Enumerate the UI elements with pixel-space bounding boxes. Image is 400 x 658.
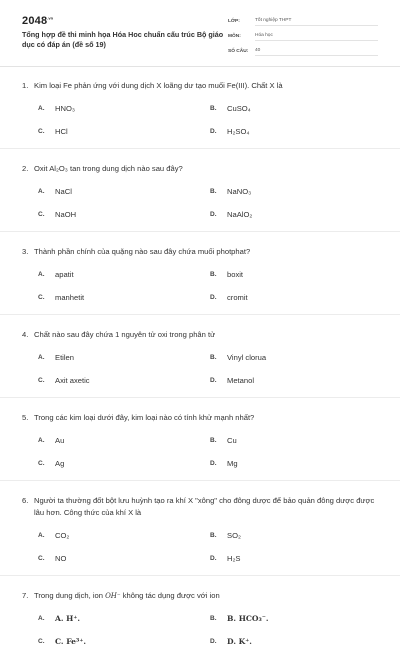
option-letter: C. [38,128,45,135]
option-text: cromit [227,293,248,302]
option-text: Metanol [227,376,255,385]
option-letter: C. [38,211,45,218]
meta-count-label: SỐ CÂU: [228,49,249,54]
site-logo[interactable] [22,15,53,27]
option-c[interactable] [38,458,210,469]
option-letter: B. [210,188,217,195]
logo-suffix: .vn [47,15,54,21]
option-letter: D. [210,460,217,467]
meta-class-label: LỚP: [228,19,240,24]
option-text: HCl [55,127,68,136]
option-text: NaNO₃ [227,187,252,196]
question-text-math: OH⁻ [105,592,121,600]
option-b[interactable] [210,352,382,363]
option-letter: B. [210,437,217,444]
question-3 [0,232,400,315]
question-text-after: không tác dụng được với ion [120,591,220,600]
option-letter: B. [210,271,217,278]
option-letter: D. [210,555,217,562]
meta-class-value: Tốt nghiệp THPT [255,18,378,26]
option-letter: A. [38,354,45,361]
question-text: Thành phần chính của quặng nào sau đây chứa muối photphat? [34,247,251,256]
option-text: HNO₃ [55,104,75,113]
option-a[interactable] [38,186,210,197]
document-title: Tổng hợp đề thi minh họa Hóa Hoc chuẩn cấu trúc Bộ giáo dục có đáp án (đề số 19) [22,30,224,49]
option-letter: A. [38,437,45,444]
option-letter: C. [38,555,45,562]
option-letter: C. [38,460,45,467]
option-letter: B. [210,532,217,539]
option-letter: D. [210,294,217,301]
option-a[interactable] [38,103,210,114]
question-5 [0,398,400,481]
option-letter: A. [38,188,45,195]
option-text: C. Fe³⁺. [55,637,86,646]
option-letter: A. [38,271,45,278]
option-text: manhetit [55,293,85,302]
option-letter: D. [210,638,217,645]
option-text: CO₂ [55,531,70,540]
option-text: Etilen [55,353,74,362]
question-text-before: Trong dung dịch, ion [34,591,106,600]
question-1 [0,66,400,149]
option-b[interactable] [210,103,382,114]
option-b[interactable] [210,269,382,280]
option-letter: B. [210,105,217,112]
option-text: Cu [227,436,237,445]
option-text: Axit axetic [55,376,90,385]
question-text: Người ta thường đốt bột lưu huỳnh tạo ra khí X "xông" cho đông dược để bảo quản đông dược được lâu hơn. Công thức của khí X là [34,496,375,517]
option-b[interactable] [210,613,382,624]
option-a[interactable] [38,352,210,363]
question-6 [0,481,400,576]
question-number: 2. [22,164,29,173]
option-letter: A. [38,105,45,112]
question-number: 4. [22,330,29,339]
option-a[interactable] [38,613,210,624]
option-letter: A. [38,532,45,539]
question-text [34,590,380,602]
question-number: 5. [22,413,29,422]
option-text: NO [55,554,67,563]
option-c[interactable] [38,375,210,386]
option-text: B. HCO₃⁻. [227,614,269,623]
option-letter: B. [210,615,217,622]
option-d[interactable] [210,209,382,220]
question-text: Oxit Al₂O₃ tan trong dung dịch nào sau đây? [34,164,183,173]
question-text: Kim loại Fe phản ứng với dung dịch X loãng dư tạo muối Fe(III). Chất X là [34,81,283,90]
options [38,352,380,386]
question-number: 7. [22,591,29,600]
option-text: D. K⁺. [227,637,252,646]
document-meta [228,13,378,58]
option-text: CuSO₄ [227,104,251,113]
meta-subject-row [228,28,378,41]
option-c[interactable] [38,553,210,564]
option-d[interactable] [210,375,382,386]
option-c[interactable] [38,209,210,220]
option-text: NaAlO₂ [227,210,253,219]
option-b[interactable] [210,530,382,541]
question-number: 1. [22,81,29,90]
meta-subject-label: MÔN: [228,34,241,39]
question-7 [0,576,400,658]
options [38,103,380,137]
meta-count-row [228,43,378,56]
option-letter: C. [38,638,45,645]
option-text: boxit [227,270,244,279]
option-b[interactable] [210,186,382,197]
option-letter: A. [38,615,45,622]
option-d[interactable] [210,553,382,564]
option-text: Au [55,436,65,445]
option-text: H₂SO₄ [227,127,250,136]
meta-count-value: 40 [255,48,378,56]
option-letter: C. [38,294,45,301]
options [38,269,380,303]
option-d[interactable] [210,126,382,137]
option-c[interactable] [38,636,210,647]
question-number: 6. [22,496,29,505]
option-text: apatit [55,270,74,279]
option-text: Ag [55,459,65,468]
logo-text: 2048 [22,15,48,27]
option-text: NaCl [55,187,72,196]
options [38,530,380,564]
option-text: Mg [227,459,238,468]
options [38,186,380,220]
option-a[interactable] [38,269,210,280]
question-text: Chất nào sau đây chứa 1 nguyên tử oxi trong phân tử [34,330,216,339]
option-text: NaOH [55,210,77,219]
option-text: Vinyl clorua [227,353,267,362]
question-4 [0,315,400,398]
option-d[interactable] [210,458,382,469]
question-text: Trong các kim loại dưới đây, kim loại nào có tính khử mạnh nhất? [34,413,255,422]
option-text: SO₂ [227,531,241,540]
question-2 [0,149,400,232]
option-a[interactable] [38,435,210,446]
option-letter: D. [210,377,217,384]
option-c[interactable] [38,292,210,303]
options [38,613,380,647]
meta-class-row [228,13,378,26]
option-letter: B. [210,354,217,361]
option-letter: D. [210,211,217,218]
document-header [0,0,400,67]
option-a[interactable] [38,530,210,541]
question-list [0,66,400,658]
option-text: A. H⁺. [55,614,81,623]
question-number: 3. [22,247,29,256]
meta-subject-value: Hóa học [255,33,378,41]
option-b[interactable] [210,435,382,446]
option-letter: C. [38,377,45,384]
option-text: H₂S [227,554,241,563]
option-d[interactable] [210,636,382,647]
option-letter: D. [210,128,217,135]
option-d[interactable] [210,292,382,303]
option-c[interactable] [38,126,210,137]
options [38,435,380,469]
